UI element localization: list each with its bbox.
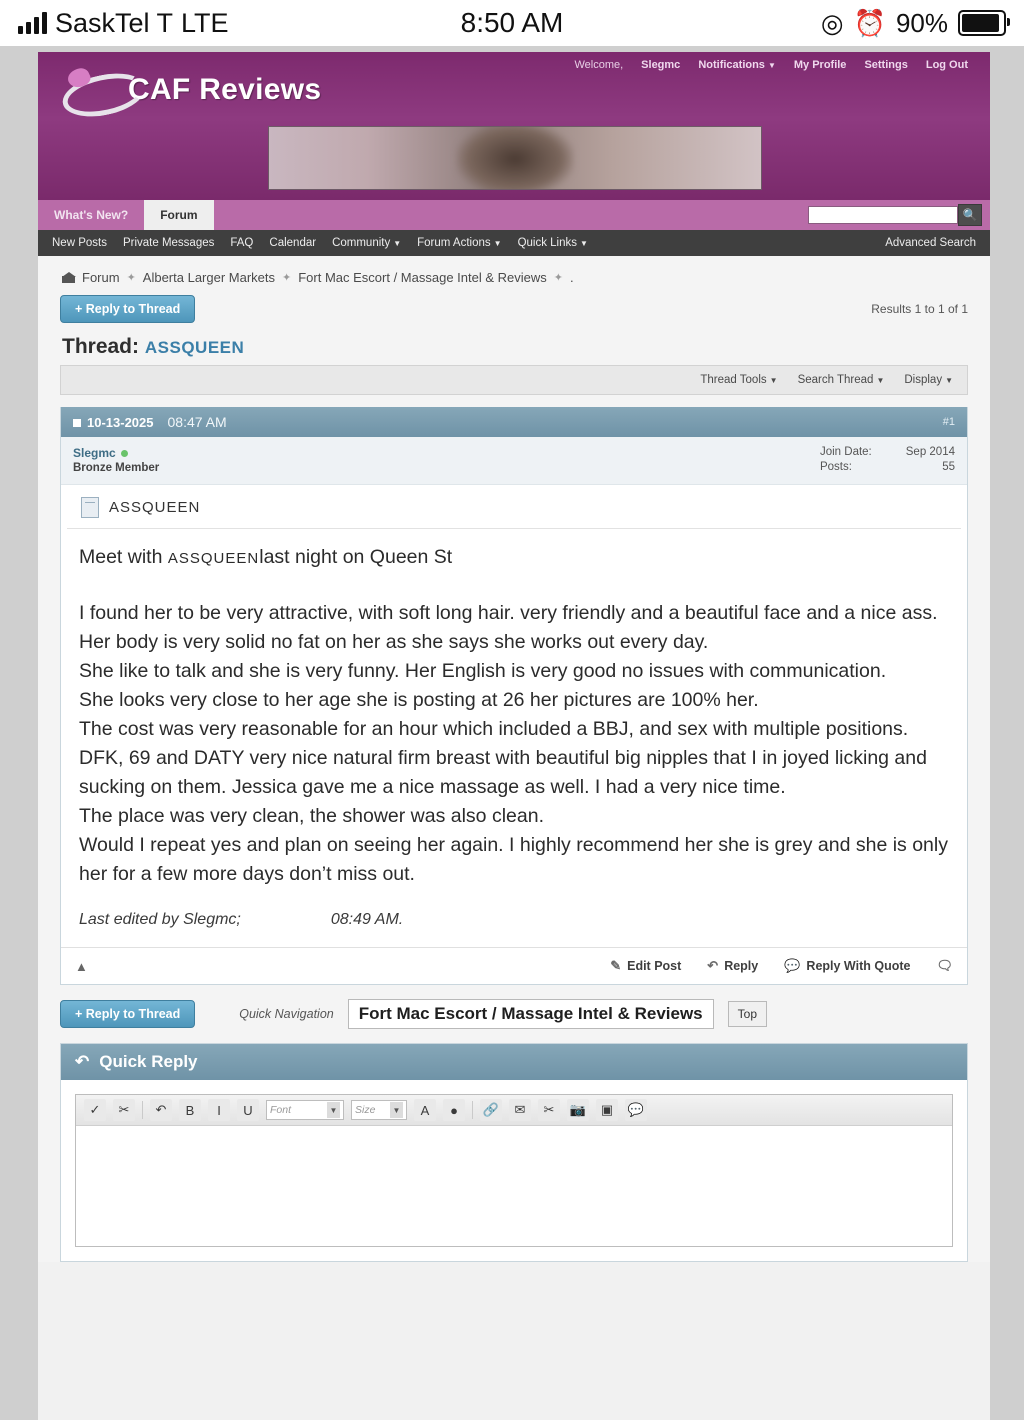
post-intro-post: last night on Queen St (259, 546, 453, 568)
post-subject-row (67, 485, 961, 529)
search-icon[interactable]: 🔍 (958, 204, 982, 226)
post-paragraph: She looks very close to her age she is posting at 26 her pictures are 100% her. (79, 689, 759, 711)
post-marker-icon (73, 419, 81, 427)
post-paragraph: DFK, 69 and DATY very nice natural firm breast with beautiful big nipples that I in joyed licking and sucking on them. Jessica gave me a nice massage as well. I had a very nice time. (79, 747, 927, 798)
quick-reply-textarea[interactable] (76, 1126, 952, 1246)
advanced-search-link[interactable]: Advanced Search (885, 237, 976, 249)
underline-icon[interactable]: U (237, 1099, 259, 1121)
search-input[interactable] (808, 206, 958, 224)
reply-to-thread-button-bottom[interactable]: + Reply to Thread (60, 1000, 195, 1028)
location-arrow-icon: ◎ (820, 7, 844, 38)
post-author-block (73, 446, 159, 474)
last-edited-label: Last edited by Slegmc; (79, 911, 241, 928)
reply-button[interactable]: ↶ Reply (707, 958, 759, 973)
multi-quote-icon: 🗨 (936, 958, 953, 973)
spell-check-icon[interactable]: ✓ (84, 1099, 106, 1121)
nav-forum-actions[interactable]: Forum Actions ▼ (417, 237, 502, 249)
breadcrumb (60, 256, 968, 295)
page-content (38, 256, 990, 1262)
post-intro-line (79, 543, 949, 573)
nav-new-posts[interactable]: New Posts (52, 237, 107, 249)
site-header (38, 52, 990, 200)
post-date: 10-13-2025 (73, 415, 154, 430)
reply-arrow-icon: ↶ (707, 958, 719, 973)
link-icon[interactable]: 🔗 (480, 1099, 502, 1121)
online-status-icon (121, 450, 128, 457)
chevron-down-icon: ▼ (327, 1102, 340, 1118)
quick-navigation-select[interactable]: Fort Mac Escort / Massage Intel & Reviews (348, 999, 714, 1029)
logo-swoosh-icon (56, 65, 142, 115)
settings-link[interactable]: Settings (864, 59, 908, 71)
page-title (60, 323, 968, 365)
breadcrumb-item-forum[interactable]: Forum (82, 270, 120, 285)
alarm-clock-icon: ⏰ (853, 7, 886, 38)
italic-icon[interactable]: I (208, 1099, 230, 1121)
post-subject: ASSQUEEN (109, 499, 201, 516)
status-bar-left (18, 8, 229, 39)
tab-whats-new[interactable]: What's New? (54, 208, 129, 222)
clock-label: 8:50 AM (460, 7, 564, 38)
home-icon[interactable] (62, 272, 75, 283)
battery-icon (958, 10, 1006, 36)
quote-bubble-icon: 💬 (784, 958, 801, 973)
nav-private-messages[interactable]: Private Messages (122, 237, 215, 249)
thread-actions-row (60, 295, 968, 323)
post-card (60, 407, 968, 985)
bottom-action-row (60, 999, 968, 1029)
edit-post-button[interactable]: ✎ Edit Post (610, 958, 682, 973)
thread-toolbar (60, 365, 968, 395)
undo-icon[interactable]: ↶ (150, 1099, 172, 1121)
post-user-info (61, 437, 967, 485)
multi-quote-button[interactable] (936, 958, 953, 974)
post-paragraph: She like to talk and she is very funny. Her English is very good no issues with communication. (79, 660, 887, 682)
font-color-icon[interactable]: A (414, 1099, 436, 1121)
post-document-icon (81, 497, 99, 518)
chevron-down-icon: ▼ (493, 239, 502, 248)
pencil-icon: ✎ (610, 958, 622, 973)
nav-calendar[interactable]: Calendar (269, 237, 317, 249)
quick-reply-title: Quick Reply (99, 1052, 198, 1071)
breadcrumb-trailing: . (569, 270, 574, 285)
log-out-link[interactable]: Log Out (925, 59, 968, 71)
last-edited-time: 08:49 AM. (330, 911, 404, 928)
post-footer (61, 947, 967, 984)
post-last-edited (61, 895, 967, 947)
chevron-down-icon: ▼ (876, 376, 885, 385)
post-paragraph: The place was very clean, the shower was also clean. (79, 805, 544, 827)
thread-label: Thread: (62, 335, 140, 358)
reply-to-thread-button-top[interactable]: + Reply to Thread (60, 295, 195, 323)
post-author-name[interactable]: Slegmc (73, 446, 159, 460)
nav-community[interactable]: Community ▼ (332, 237, 402, 249)
quick-reply-body (61, 1080, 967, 1261)
post-paragraph: I found her to be very attractive, with soft long hair. very friendly and a beautiful face and a nice ass. (79, 602, 938, 624)
breadcrumb-item-alberta[interactable]: Alberta Larger Markets (142, 270, 276, 285)
posts-label: Posts: (819, 461, 852, 473)
chevron-down-icon: ▼ (393, 239, 402, 248)
my-profile-link[interactable]: My Profile (793, 59, 847, 71)
main-nav (38, 200, 990, 230)
chevron-down-icon: ▼ (580, 239, 588, 248)
thread-name: ASSQUEEN (144, 338, 245, 357)
bold-icon[interactable]: B (179, 1099, 201, 1121)
reply-with-quote-button[interactable]: 💬 Reply With Quote (784, 958, 911, 973)
network-type-label: LTE (181, 7, 229, 38)
search-area (808, 200, 990, 230)
quote-icon[interactable]: 💬 (625, 1099, 647, 1121)
post-editor (75, 1094, 953, 1247)
notifications-link[interactable]: Notifications ▼ (698, 59, 776, 71)
logo-text: CAF Reviews (128, 73, 322, 106)
chevron-down-icon: ▼ (767, 61, 776, 70)
status-bar (0, 0, 1024, 46)
nav-faq[interactable]: FAQ (230, 237, 254, 249)
join-date-label: Join Date: (819, 446, 872, 458)
font-family-select[interactable] (266, 1100, 344, 1120)
chevron-down-icon: ▼ (390, 1102, 403, 1118)
post-time: 08:47 AM (167, 414, 227, 430)
font-size-value: Size (355, 1104, 376, 1116)
post-author-rank: Bronze Member (73, 462, 160, 474)
editor-toolbar (76, 1095, 952, 1126)
status-bar-right (821, 8, 1006, 39)
battery-percent-label: 90% (895, 7, 948, 38)
breadcrumb-separator-icon: ✦ (553, 272, 563, 284)
unlink-icon[interactable]: ✂ (538, 1099, 560, 1121)
breadcrumb-item-fortmac[interactable]: Fort Mac Escort / Massage Intel & Reviews (298, 270, 547, 285)
search-thread-menu[interactable]: Search Thread ▼ (797, 374, 885, 386)
post-intro-name: ASSQUEEN (167, 550, 260, 567)
highlight-icon[interactable]: ● (443, 1099, 465, 1121)
secondary-nav (38, 230, 990, 256)
welcome-label: Welcome, (574, 59, 624, 71)
image-icon[interactable]: 📷 (567, 1099, 589, 1121)
quick-reply-header (61, 1044, 967, 1080)
browser-page (38, 52, 990, 1420)
email-icon[interactable]: ✉ (509, 1099, 531, 1121)
remove-format-icon[interactable]: ✂ (113, 1099, 135, 1121)
post-intro-pre: Meet with (79, 546, 168, 568)
display-menu[interactable]: Display ▼ (904, 374, 953, 386)
post-paragraph: Her body is very solid no fat on her as she says she works out every day. (79, 631, 709, 653)
signal-strength-icon (18, 12, 47, 34)
carrier-label: SaskTel T (55, 7, 174, 38)
posts-value: 55 (942, 461, 955, 473)
tab-forum[interactable]: Forum (144, 200, 213, 230)
post-body (61, 529, 967, 895)
font-family-value: Font (270, 1104, 292, 1116)
post-author-stats (820, 446, 955, 474)
breadcrumb-separator-icon: ✦ (126, 272, 136, 284)
font-size-select[interactable] (351, 1100, 407, 1120)
post-header (61, 407, 967, 437)
reply-arrow-icon: ↶ (75, 1052, 90, 1071)
results-count-label: Results 1 to 1 of 1 (871, 302, 968, 316)
breadcrumb-separator-icon: ✦ (282, 272, 292, 284)
chevron-down-icon: ▼ (769, 376, 778, 385)
quick-reply-panel (60, 1043, 968, 1262)
thread-tools-menu[interactable]: Thread Tools ▼ (700, 374, 778, 386)
video-icon[interactable]: ▣ (596, 1099, 618, 1121)
post-number[interactable]: #1 (942, 416, 955, 428)
collapse-up-icon[interactable]: ▲ (75, 958, 88, 974)
nav-quick-links[interactable]: Quick Links ▼ (517, 237, 588, 249)
quick-navigation-label: Quick Navigation (239, 1007, 334, 1021)
post-paragraph: Would I repeat yes and plan on seeing her again. I highly recommend her she is grey and she is only her for a few more days don’t miss out. (79, 834, 948, 885)
back-to-top-button[interactable]: Top (728, 1001, 767, 1027)
header-banner-image (268, 126, 762, 190)
site-logo[interactable] (38, 65, 990, 115)
chevron-down-icon: ▼ (945, 376, 953, 385)
join-date-value: Sep 2014 (905, 446, 955, 458)
post-paragraph: The cost was very reasonable for an hour which included a BBJ, and sex with multiple positions. (79, 718, 909, 740)
username-label: Slegmc (641, 59, 681, 71)
